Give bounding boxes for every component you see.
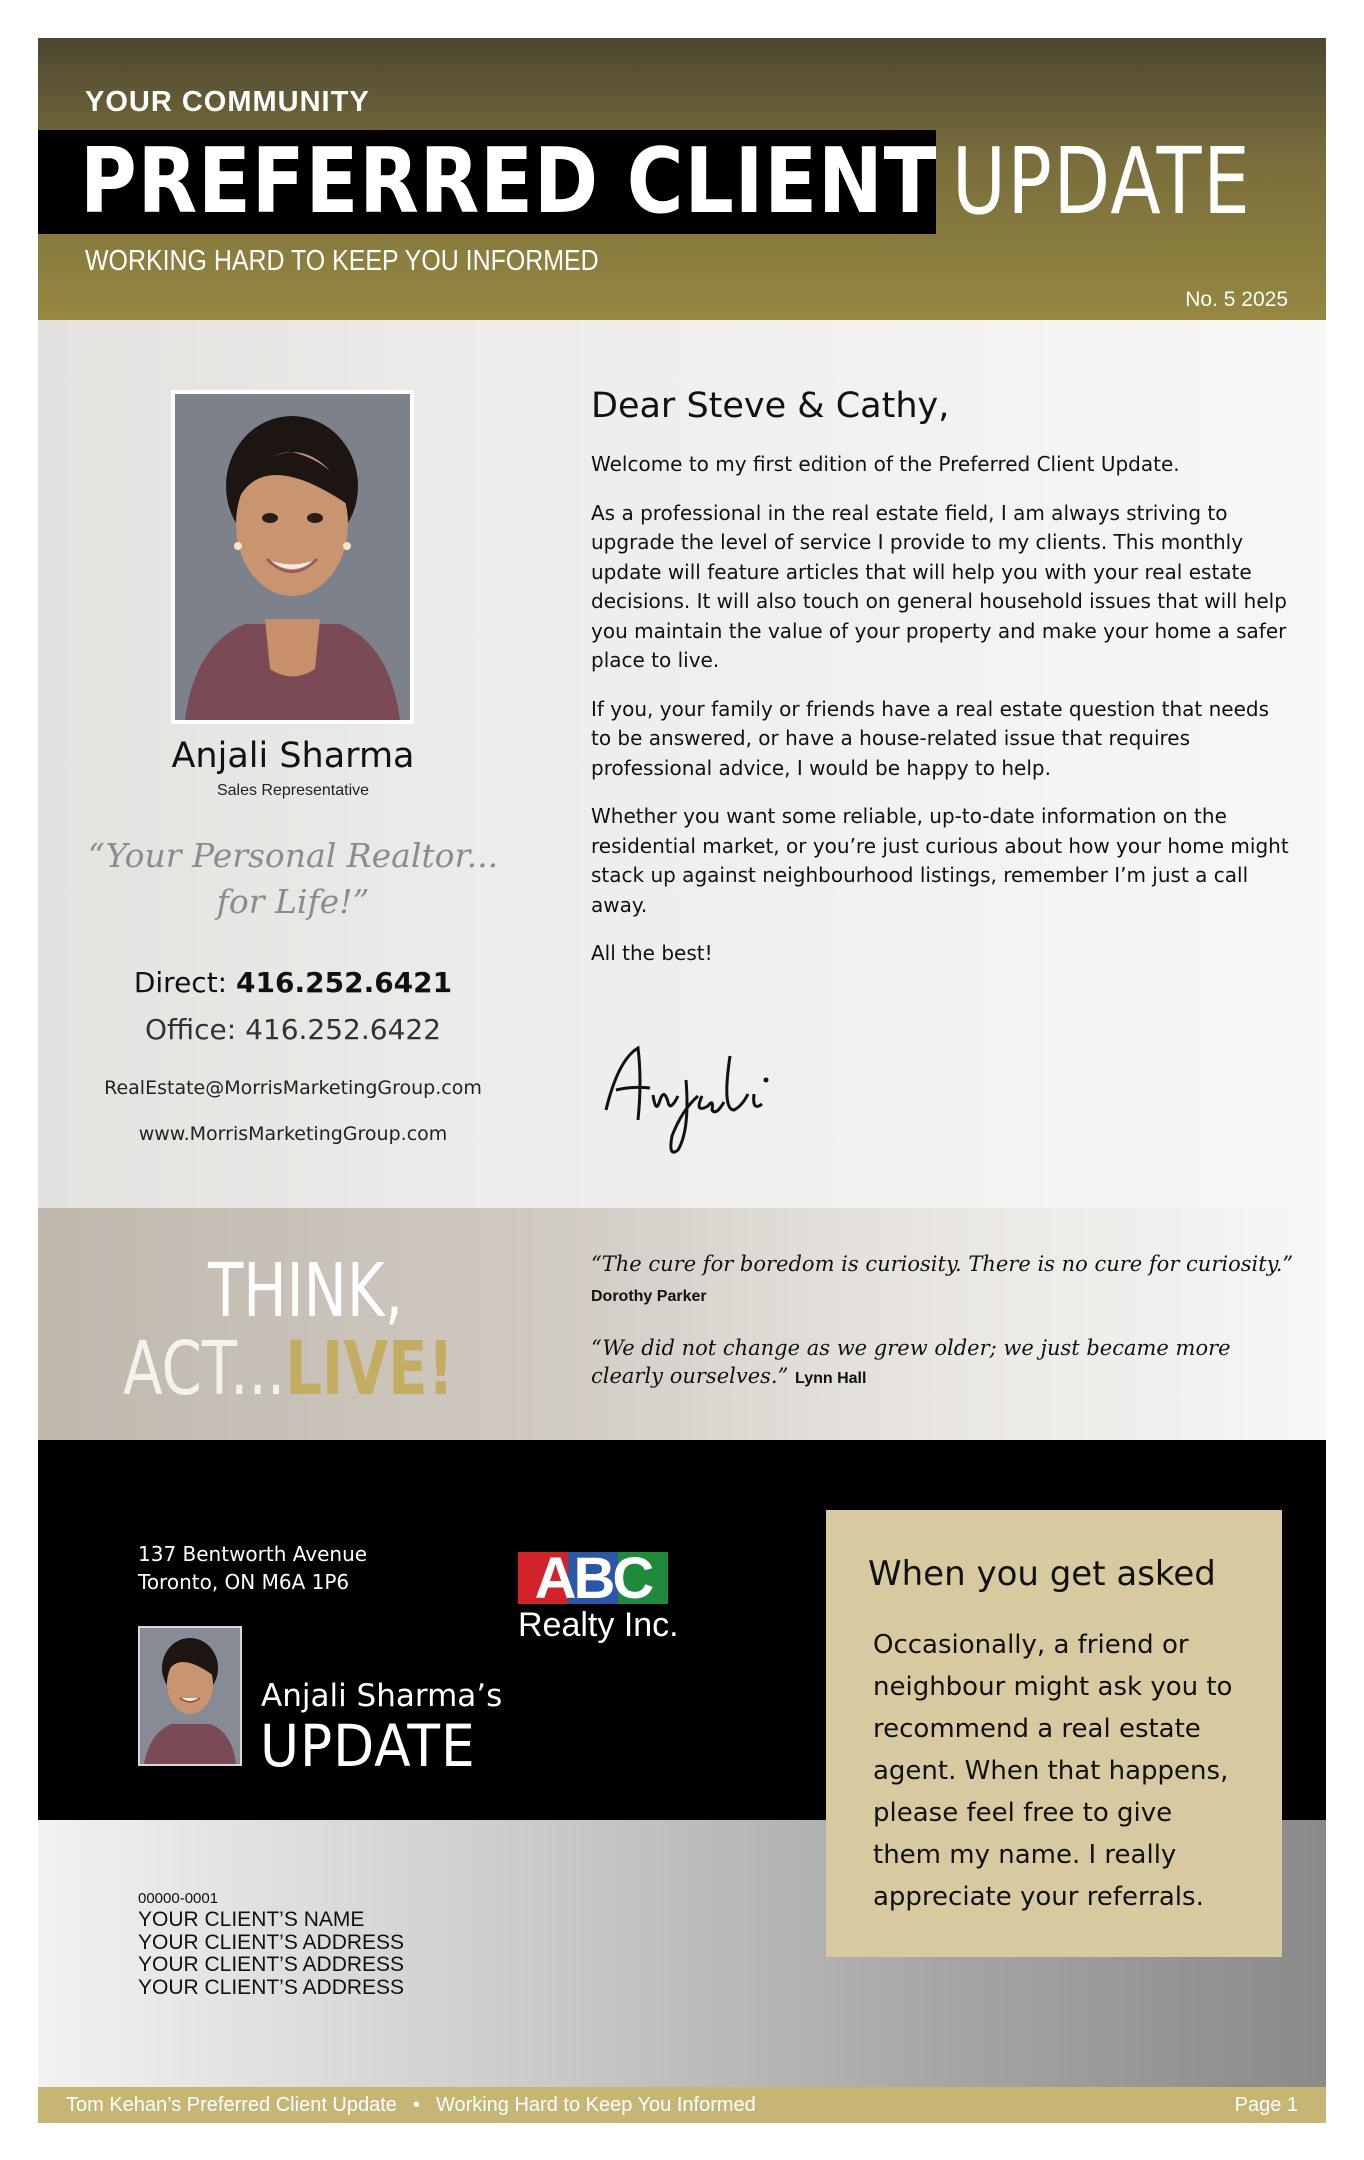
quote-2-text: “We did not change as we grew older; we just became more clearly ourselves.” xyxy=(591,1336,1231,1388)
recipient-line: YOUR CLIENT’S ADDRESS xyxy=(138,1930,405,1954)
letter-paragraph: Whether you want some reliable, up-to-date information on the residential market, or you’re just curious about how your home might stack up against neighbourhood listings, remember I’m just a call away. xyxy=(591,804,1289,917)
referral-heading: When you get asked xyxy=(868,1554,1216,1594)
quote-band xyxy=(38,1208,1326,1440)
issue-number: No. 5 2025 xyxy=(1185,288,1288,311)
motto-line-1: “Your Personal Realtor... xyxy=(87,836,499,875)
masthead-title: PREFERRED CLIENT xyxy=(80,129,938,234)
footer-publication: Tom Kehan’s Preferred Client Update xyxy=(66,2094,397,2116)
agent-thumbnail xyxy=(138,1626,242,1766)
letter-paragraph: If you, your family or friends have a real estate question that needs to be answered, or have a house-related issue that requires professional advice, I would be happy to help. xyxy=(591,696,1270,780)
recipient-id: 00000-0001 xyxy=(138,1890,219,1907)
office-phone xyxy=(38,1013,548,1046)
letter-paragraph: All the best! xyxy=(591,941,713,965)
handwritten-signature xyxy=(598,1040,838,1164)
address-line-1: 137 Bentworth Avenue xyxy=(138,1542,368,1566)
logo-subtitle: Realty Inc. xyxy=(518,1606,679,1644)
abc-realty-logo xyxy=(518,1548,728,1650)
intro-section xyxy=(38,320,1326,1208)
recipient-line: YOUR CLIENT’S NAME xyxy=(138,1908,365,1931)
letter-greeting: Dear Steve & Cathy, xyxy=(591,386,950,426)
motto-line-2: for Life!” xyxy=(216,882,370,921)
logo-letters: ABC xyxy=(534,1548,652,1611)
page-number: Page 1 xyxy=(1234,2094,1298,2116)
masthead xyxy=(38,38,1326,320)
agent-email-link[interactable]: RealEstate@MorrisMarketingGroup.com xyxy=(104,1077,482,1099)
direct-label: Direct: xyxy=(133,966,228,999)
masthead-eyebrow: YOUR COMMUNITY xyxy=(85,86,370,118)
agent-photo-frame xyxy=(171,390,414,724)
referral-body: Occasionally, a friend or neighbour might ask you to recommend a real estate agent. When that happens, please feel free to give them my name. I really appreciate your referrals. xyxy=(873,1630,1233,1912)
agent-role: Sales Representative xyxy=(216,782,370,799)
welcome-letter xyxy=(591,386,1291,988)
masthead-title-secondary: UPDATE xyxy=(952,128,1252,235)
agent-motto xyxy=(38,833,548,925)
office-number[interactable]: 416.252.6422 xyxy=(245,1013,442,1046)
recipient-line: YOUR CLIENT’S ADDRESS xyxy=(138,1975,405,1999)
slogan-live: LIVE! xyxy=(285,1326,454,1412)
footer-left xyxy=(66,2094,756,2117)
direct-number[interactable]: 416.252.6421 xyxy=(236,966,453,999)
footer-tagline: Working Hard to Keep You Informed xyxy=(435,2094,756,2116)
agent-name: Anjali Sharma xyxy=(171,736,415,776)
letter-paragraph: Welcome to my first edition of the Preferred Client Update. xyxy=(591,452,1180,476)
agent-photo xyxy=(175,394,410,720)
return-address xyxy=(138,1540,367,1596)
referral-box xyxy=(826,1510,1282,1957)
direct-phone xyxy=(38,966,548,999)
update-agent-name: Anjali Sharma’s xyxy=(261,1678,503,1714)
slogan-act-live xyxy=(123,1326,454,1412)
masthead-tagline: WORKING HARD TO KEEP YOU INFORMED xyxy=(85,245,599,277)
update-word: UPDATE xyxy=(260,1712,476,1780)
slogan-act: ACT... xyxy=(123,1326,286,1412)
letter-paragraph: As a professional in the real estate field, I am always striving to upgrade the level of service I provide to my clients. This monthly update will feature articles that will help you with your real estate decisions. It will also touch on general household issues that will help you maintain the value of your property and make your home a safer place to live. xyxy=(591,500,1287,672)
agent-website-link[interactable]: www.MorrisMarketingGroup.com xyxy=(138,1123,448,1145)
page-footer xyxy=(38,2087,1326,2123)
quote-2-author: Lynn Hall xyxy=(795,1370,867,1387)
agent-portrait-icon xyxy=(175,394,410,720)
recipient-line: YOUR CLIENT’S ADDRESS xyxy=(138,1953,405,1976)
agent-thumbnail-icon xyxy=(140,1628,240,1764)
quote-2 xyxy=(591,1334,1231,1393)
footer-separator: • xyxy=(412,2094,420,2116)
office-label: Office: xyxy=(144,1013,237,1046)
recipient-block xyxy=(138,1890,404,1999)
newsletter-page xyxy=(38,38,1326,2123)
address-line-2: Toronto, ON M6A 1P6 xyxy=(138,1570,350,1594)
slogan-think: THINK, xyxy=(208,1248,404,1334)
quote-1-author: Dorothy Parker xyxy=(591,1288,707,1305)
quote-1: “The cure for boredom is curiosity. There is no cure for curiosity.” xyxy=(591,1252,1294,1276)
